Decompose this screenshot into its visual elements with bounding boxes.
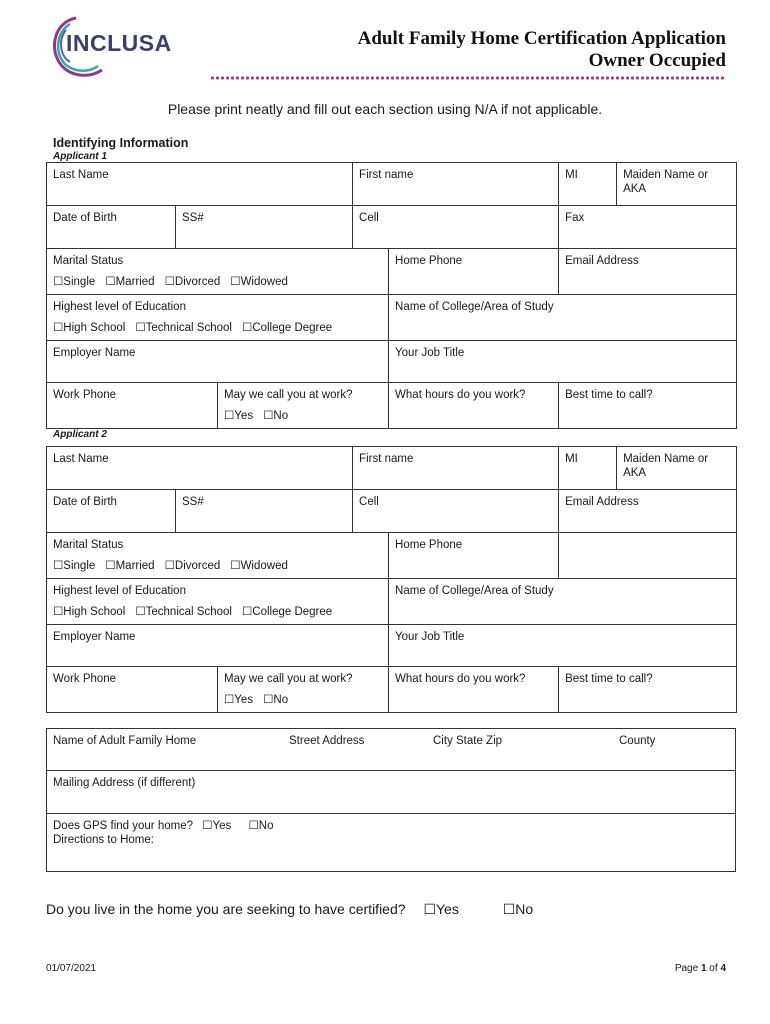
technical-school-checkbox[interactable]: ☐Technical School [135, 322, 232, 334]
page-number: Page 1 of 4 [674, 963, 726, 974]
gps-directions-field[interactable]: Does GPS find your home? ☐Yes ☐No Directions to Home: [47, 814, 736, 872]
home-info-table [46, 728, 736, 872]
document-subtitle: Owner Occupied [588, 50, 726, 71]
job-title-field[interactable]: Your Job Title [389, 625, 737, 667]
college-field[interactable]: Name of College/Area of Study [389, 295, 737, 341]
first-name-field[interactable]: First name [353, 447, 559, 490]
logo-text: INCLUSA [66, 30, 172, 56]
applicant2-table [46, 446, 737, 713]
maiden-name-field[interactable]: Maiden Name or AKA [623, 169, 709, 195]
home-phone-field[interactable]: Home Phone [389, 533, 559, 579]
section-heading: Identifying Information [53, 136, 189, 150]
call-at-work-field: May we call you at work? ☐Yes ☐No [218, 383, 389, 429]
high-school-checkbox[interactable]: ☐High School [53, 606, 126, 618]
cell-field[interactable]: Cell [353, 206, 559, 249]
work-hours-field[interactable]: What hours do you work? [389, 667, 559, 713]
document-title: Adult Family Home Certification Application [357, 28, 726, 49]
college-field[interactable]: Name of College/Area of Study [389, 579, 737, 625]
ssn-field[interactable]: SS# [176, 206, 353, 249]
call-no-checkbox[interactable]: ☐No [263, 410, 289, 422]
technical-school-checkbox[interactable]: ☐Technical School [135, 606, 232, 618]
mi-field[interactable]: MI [559, 163, 617, 205]
married-checkbox[interactable]: ☐Married [105, 560, 155, 572]
dob-field[interactable]: Date of Birth [47, 206, 176, 249]
ssn-field[interactable]: SS# [176, 490, 353, 533]
gps-yes-checkbox[interactable]: ☐Yes [202, 820, 232, 832]
call-at-work-field: May we call you at work? ☐Yes ☐No [218, 667, 389, 713]
college-degree-checkbox[interactable]: ☐College Degree [241, 322, 333, 334]
best-time-field[interactable]: Best time to call? [559, 383, 737, 429]
inclusa-logo [46, 10, 172, 80]
last-name-field[interactable]: Last Name [47, 163, 353, 206]
footer-date: 01/07/2021 [46, 963, 97, 974]
job-title-field[interactable]: Your Job Title [389, 341, 737, 383]
dotted-divider [210, 75, 726, 81]
work-phone-field[interactable]: Work Phone [47, 667, 218, 713]
last-name-field[interactable]: Last Name [47, 447, 353, 490]
widowed-checkbox[interactable]: ☐Widowed [230, 560, 288, 572]
marital-status-field: Marital Status ☐Single ☐Married ☐Divorced ☐Widowed [47, 533, 389, 579]
blank-field[interactable] [559, 533, 737, 579]
divorced-checkbox[interactable]: ☐Divorced [164, 560, 221, 572]
employer-field[interactable]: Employer Name [47, 341, 389, 383]
education-field: Highest level of Education ☐High School ☐Technical School ☐College Degree [47, 579, 389, 625]
mailing-address-field[interactable]: Mailing Address (if different) [47, 771, 736, 814]
dob-field[interactable]: Date of Birth [47, 490, 176, 533]
employer-field[interactable]: Employer Name [47, 625, 389, 667]
marital-status-field: Marital Status ☐Single ☐Married ☐Divorced ☐Widowed [47, 249, 389, 295]
maiden-name-field[interactable]: Maiden Name or AKA [623, 453, 709, 479]
applicant1-table [46, 162, 737, 429]
live-in-home-question: Do you live in the home you are seeking to have certified? ☐Yes ☐No [46, 901, 534, 917]
single-checkbox[interactable]: ☐Single [53, 276, 96, 288]
live-no-checkbox[interactable]: ☐No [502, 901, 534, 917]
call-yes-checkbox[interactable]: ☐Yes [224, 694, 254, 706]
single-checkbox[interactable]: ☐Single [53, 560, 96, 572]
home-phone-field[interactable]: Home Phone [389, 249, 559, 295]
education-field: Highest level of Education ☐High School ☐Technical School ☐College Degree [47, 295, 389, 341]
work-hours-field[interactable]: What hours do you work? [389, 383, 559, 429]
cell-field[interactable]: Cell [353, 490, 559, 533]
home-name-field[interactable]: Name of Adult Family Home Street Address City State Zip County [47, 729, 736, 771]
divorced-checkbox[interactable]: ☐Divorced [164, 276, 221, 288]
first-name-field[interactable]: First name [353, 163, 559, 206]
call-yes-checkbox[interactable]: ☐Yes [224, 410, 254, 422]
college-degree-checkbox[interactable]: ☐College Degree [241, 606, 333, 618]
mi-field[interactable]: MI [559, 447, 617, 489]
best-time-field[interactable]: Best time to call? [559, 667, 737, 713]
fax-field[interactable]: Fax [559, 206, 737, 249]
high-school-checkbox[interactable]: ☐High School [53, 322, 126, 334]
widowed-checkbox[interactable]: ☐Widowed [230, 276, 288, 288]
applicant1-heading: Applicant 1 [53, 151, 107, 162]
gps-no-checkbox[interactable]: ☐No [248, 820, 274, 832]
work-phone-field[interactable]: Work Phone [47, 383, 218, 429]
instructions: Please print neatly and fill out each section using N/A if not applicable. [167, 101, 603, 117]
married-checkbox[interactable]: ☐Married [105, 276, 155, 288]
call-no-checkbox[interactable]: ☐No [263, 694, 289, 706]
email-field[interactable]: Email Address [559, 249, 737, 295]
live-yes-checkbox[interactable]: ☐Yes [423, 901, 459, 917]
email-field[interactable]: Email Address [559, 490, 737, 533]
applicant2-heading: Applicant 2 [53, 429, 107, 440]
